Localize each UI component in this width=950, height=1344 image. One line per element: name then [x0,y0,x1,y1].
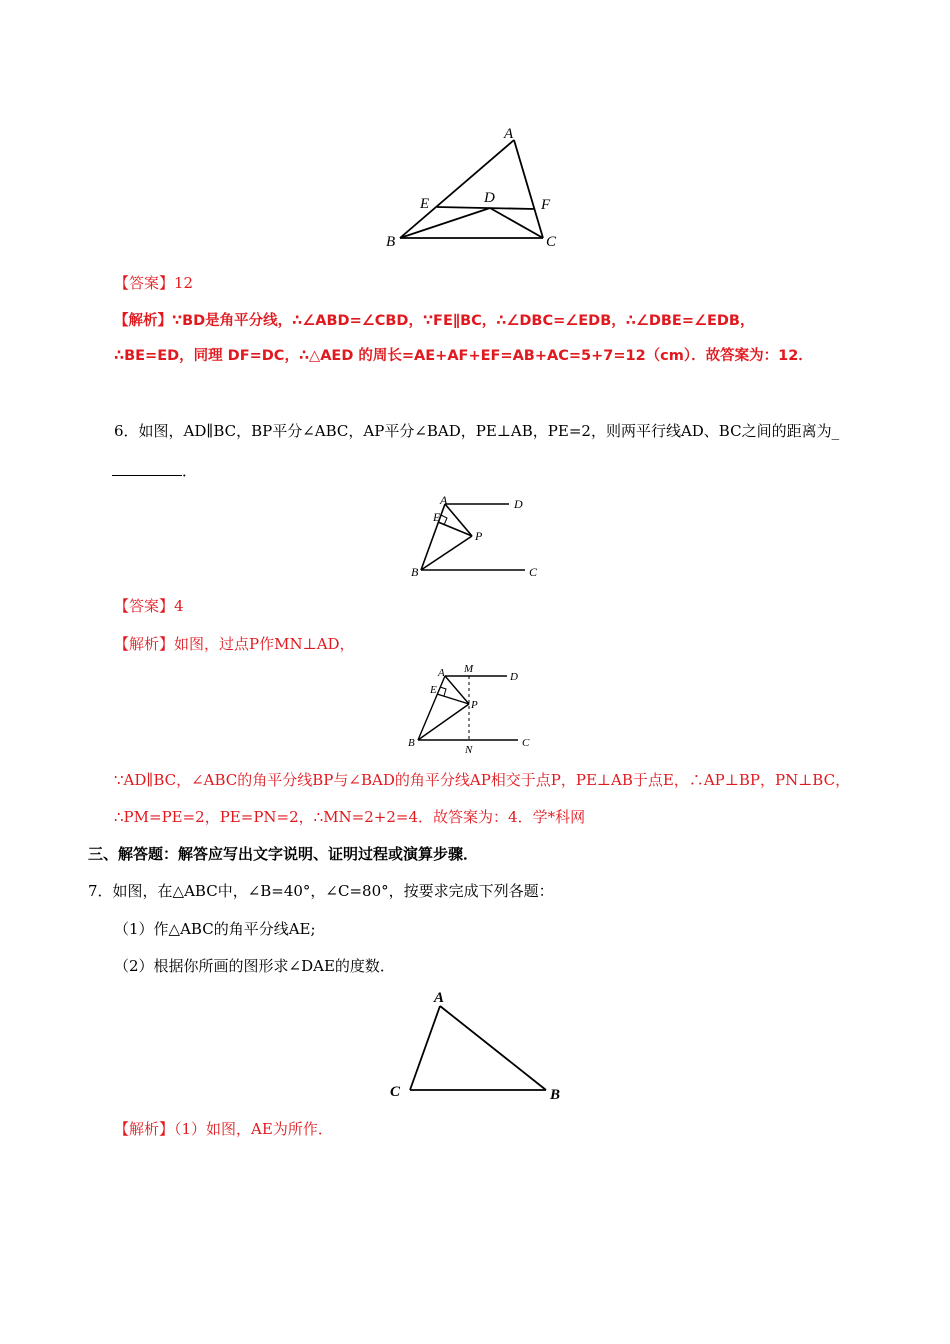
label-e: E [433,510,441,524]
segment-bd [400,208,490,238]
q7-part2: （2）根据你所画的图形求∠DAE的度数． [114,957,395,975]
q5-analysis-line2: ∴BE=ED，同理 DF=DC，∴△AED 的周长=AE+AF+EF=AB+AC=5+7=12（cm）．故答案为：12． [114,348,813,364]
q6-question-line2 [112,460,197,482]
q5-answer [114,272,193,294]
analysis-tag: 【解析】 [114,313,172,329]
label-m: M [464,663,474,675]
q6-parallel-lines-figure [405,492,555,584]
answer-tag: 【答案】 [114,274,175,292]
label-b: B [550,1087,561,1103]
analysis-text: 如图，过点P作MN⊥AD， [174,635,355,653]
segment-ab [440,1006,546,1090]
label-d: D [484,190,495,206]
label-d: D [514,497,523,511]
q5-analysis-line1 [114,310,754,332]
q6-analysis-line1: ∵AD∥BC，∠ABC的角平分线BP与∠BAD的角平分线AP相交于点P，PE⊥AB于点E，∴AP⊥BP，PN⊥BC， [114,771,851,789]
q7-part1: （1）作△ABC的角平分线AE; [114,920,316,938]
segment-ac [410,1006,440,1090]
analysis-text: ∵BD是角平分线，∴∠ABD=∠CBD，∵FE∥BC，∴∠DBC=∠EDB，∴∠DBE=∠EDB， [172,313,755,329]
analysis-text: （1）如图，AE为所作． [174,1120,333,1138]
q7-triangle-figure [386,984,572,1106]
label-b: B [386,234,396,250]
q6-answer [114,595,184,617]
analysis-tag: 【解析】 [114,1120,175,1138]
label-c: C [546,234,557,250]
section-heading: 三、解答题：解答应写出文字说明、证明过程或演算步骤． [88,845,479,863]
label-b: B [408,737,415,749]
label-a: A [440,493,448,507]
answer-blank [112,461,182,476]
label-d: D [510,671,518,683]
label-c: C [522,737,530,749]
label-p: P [475,529,483,543]
label-e: E [420,196,430,212]
question-end: ． [182,462,198,480]
label-n: N [465,744,473,756]
segment-ab [400,140,514,238]
q6-analysis-intro [114,633,355,655]
segment-bp [421,536,472,570]
q6-analysis-line2: ∴PM=PE=2，PE=PN=2，∴MN=2+2=4．故答案为：4．学*科网 [114,808,586,826]
q6-question-line1: 6．如图，AD∥BC，BP平分∠ABC，AP平分∠BAD，PE⊥AB，PE=2，则两平行线AD、BC之间的距离为_ [114,422,840,440]
answer-value: 12 [174,274,194,292]
answer-value: 4 [174,597,184,615]
label-c: C [390,1084,401,1100]
label-p: P [471,699,478,711]
answer-tag: 【答案】 [114,597,175,615]
label-a: A [438,667,445,679]
label-a: A [504,126,514,142]
label-a: A [434,990,445,1006]
label-e: E [430,684,437,696]
q7-analysis [114,1118,333,1140]
q7-question: 7．如图，在△ABC中，∠B=40°，∠C=80°，按要求完成下列各题： [88,882,554,900]
q6-solution-figure [402,660,552,758]
label-b: B [411,565,419,579]
label-f: F [541,197,551,213]
label-c: C [529,565,538,579]
q5-triangle-figure [380,122,570,252]
analysis-tag: 【解析】 [114,635,175,653]
